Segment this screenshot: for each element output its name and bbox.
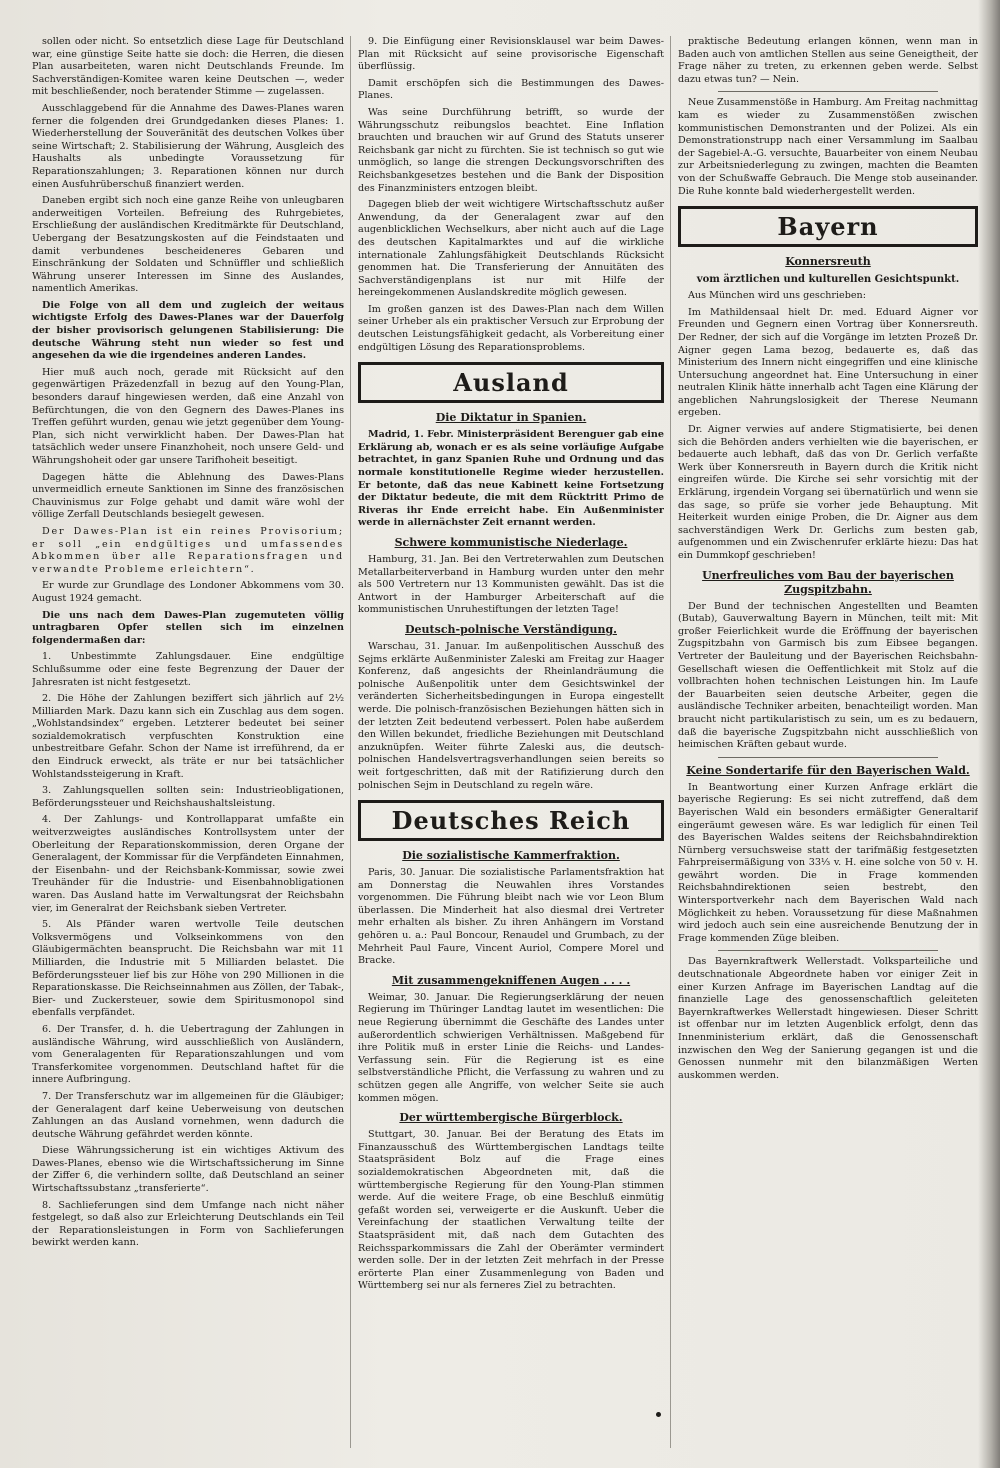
section-banner-bayern: Bayern bbox=[678, 206, 978, 247]
article-headline: Konnersreuth bbox=[785, 255, 871, 269]
paragraph: Diese Währungssicherung ist ein wichtiges Aktivum des Dawes-Planes, ebenso wie die Wirtschaftssicherung im Sinne der Ziffer 6, die verhindern sollte, daß Deutschland an seiner Wirtschaftssubstanz „transferierte“. bbox=[32, 1145, 344, 1195]
article-body: Dr. Aigner verwies auf andere Stigmatisierte, bei denen sich die Behörden anders verhielten wie die bayerischen, er bedauerte auch lebhaft, daß das von Dr. Gerlich verfaßte Werk über Konnersreuth in Bayern durch die Kritik nicht eingreifen würde. Die Kirche sei sehr vorsichtig mit der Erklärung, irgendein Vorgang sei übernatürlich und wenn sie das sage, so prüfe sie vorher jede Behauptung. Mit Heiterkeit wurden einige Proben, die Dr. Aigner aus dem sachverständigen Werk Dr. Gerlichs zum besten gab, aufgenommen und ein Zwischenrufer erklärte hiezu: Das hat ein Dummkopf geschrieben! bbox=[678, 424, 978, 561]
article-headline: Die Diktatur in Spanien. bbox=[435, 411, 587, 425]
article-headline: Der württembergische Bürgerblock. bbox=[399, 1111, 623, 1125]
paragraph: 8. Sachlieferungen sind dem Umfange nach nicht näher festgelegt, so daß also zur Erleichterung Deutschlands ein Teil der Reparationsleistungen in Form von Sachlieferungen bewirkt werden kann. bbox=[32, 1199, 344, 1249]
paragraph: Hier muß auch noch, gerade mit Rücksicht auf den gegenwärtigen Präzedenzfall in bezug auf den Young-Plan, besonders darauf hingewiesen werden, daß eine Anzahl von Befürchtungen, die von den Gegnern des Dawes-Planes ins Treffen geführt wurden, genau wie jetzt gegenüber dem Young-Plan, sich nicht verwirklicht haben. Der Dawes-Plan hat tatsächlich weder unsere Finanzhoheit, noch unsere Geld- und Währungshoheit oder gar unsere Tarifhoheit beseitigt. bbox=[32, 366, 344, 466]
article-body: Neue Zusammenstöße in Hamburg. Am Freitag nachmittag kam es wieder zu Zusammenstößen zwischen kommunistischen Demonstranten und der Polizei. Als ein Demonstrationstrupp nach einer Versammlung im Saalbau der Sagebiel-A.-G. versuchte, Bauarbeiter von einem Neubau zur Arbeitsniederlegung zu zwingen, machten die Beamten von der Schußwaffe Gebrauch. Die Menge stob auseinander. Die Ruhe konnte bald wiederhergestellt werden. bbox=[678, 97, 978, 197]
paragraph: Die uns nach dem Dawes-Plan zugemuteten völlig untragbaren Opfer stellen sich im einzelnen folgendermaßen dar: bbox=[32, 609, 344, 646]
column-rule bbox=[670, 36, 671, 1448]
paragraph: Damit erschöpfen sich die Bestimmungen des Dawes-Planes. bbox=[358, 77, 664, 102]
article-headline: Unerfreuliches vom Bau der bayerischen Zugspitzbahn. bbox=[702, 568, 954, 596]
column-right bbox=[678, 36, 978, 1448]
paragraph: 5. Als Pfänder waren wertvolle Teile deutschen Volksvermögens und Volkseinkommens von den Gläubigermächten beansprucht. Die Reichsbahn war mit 11 Milliarden, die Industrie mit 5 Milliarden belastet. Die Beförderungssteuer lief bis zur Höhe von 290 Millionen in die Reparationskasse. Die Reichseinnahmen aus Zöllen, der Tabak-, Bier- und Zuckersteuer, sowie dem Spiritusmonopol sind ebenfalls verpfändet. bbox=[32, 919, 344, 1019]
article-body: In Beantwortung einer Kurzen Anfrage erklärt die bayerische Regierung: Es sei nicht zutreffend, daß dem Bayerischen Wald ein besonders ermäßigter Generaltarif eingeräumt gewesen wäre. Es war lediglich für einen Teil des Bayerischen Waldes seitens der Reichsbahndirektion Nürnberg versuchsweise statt der tarifmäßig festgesetzten Fahrpreisermäßigung von 33⅓ v. H. eine solche von 50 v. H. gewährt worden. Die in Frage kommenden Reichsbahndirektionen seien bestrebt, den Wintersportverkehr nach dem Bayerischen Wald nach Möglichkeit zu heben. Voraussetzung für diese Maßnahmen wird jedoch auch sein eine ausreichende Benutzung der in Frage kommenden Züge bleiben. bbox=[678, 781, 978, 944]
paragraph: 1. Unbestimmte Zahlungsdauer. Eine endgültige Schlußsumme oder eine feste Begrenzung der Dauer der Jahresraten ist nicht festgesetzt. bbox=[32, 651, 344, 688]
ink-dot bbox=[656, 1412, 661, 1417]
article-body: Warschau, 31. Januar. Im außenpolitischen Ausschuß des Sejms erklärte Außenminister Zaleski am Freitag zur Haager Konferenz, daß angesichts der Rheinlandräumung die polnische Außenpolitik unter dem Gesichtswinkel der veränderten Sicherheitsbedingungen in Europa eingestellt werde. Die polnisch-französischen Beziehungen hätten sich in der letzten Zeit bedeutend verbessert. Polen habe außerdem den Willen bekundet, friedliche Beziehungen mit Deutschland anzuknüpfen. Weiter führte Zaleski aus, die deutsch-polnischen Handelsvertragsverhandlungen seien bereits so weit fortgeschritten, daß mit der Ratifizierung durch den polnischen Sejm in Deutschland zu regeln wäre. bbox=[358, 640, 664, 791]
article-body: Der Bund der technischen Angestellten und Beamten (Butab), Gauverwaltung Bayern in München, teilt mit: Mit großer Feierlichkeit wurde die Eröffnung der bayerischen Zugspitzbahn von Garmisch bis zum Eibsee begangen. Vertreter der Bauleitung und der Bayerischen Reichsbahn-Gesellschaft wiesen die Oeffentlichkeit mit Stolz auf die vollbrachten hohen technischen Leistungen hin. Im Laufe der Bauarbeiten seien deutsche Arbeiter, gegen die ausländische Techniker arbeiten, benachteiligt worden. Man braucht nicht partikularistisch zu sein, um es zu bedauern, daß die bayerische Zugspitzbahn nicht ausschließlich von heimischen Kräften gebaut wurde. bbox=[678, 600, 978, 751]
section-banner-ausland: Ausland bbox=[358, 362, 664, 403]
paragraph: Ausschlaggebend für die Annahme des Dawes-Planes waren ferner die folgenden drei Grundgedanken dieses Planes: 1. Wiederherstellung der Souveränität des deutschen Volkes über seine Wirtschaft; 2. Stabilisierung der Währung, Ausgleich des Haushalts als unbedingte Voraussetzung für Reparationszahlungen; 3. Reparationen können nur durch einen Ausfuhrüberschuß finanziert werden. bbox=[32, 102, 344, 190]
article-headline: Deutsch-polnische Verständigung. bbox=[405, 622, 617, 636]
article-headline: Die sozialistische Kammerfraktion. bbox=[402, 849, 620, 863]
divider bbox=[718, 950, 938, 951]
paragraph: Was seine Durchführung betrifft, so wurde der Währungsschutz reibungslos beachtet. Eine Inflation brauchten und brauchen wir auf Grund des Statuts unserer Reichsbank gar nicht zu fürchten. Sie ist technisch so gut wie unmöglich, so lange die strengen Deckungsvorschriften des Reichsbankgesetzes bestehen und die Bank der Disposition des Finanzministers entzogen bleibt. bbox=[358, 106, 664, 194]
article-body: Aus München wird uns geschrieben: bbox=[688, 290, 866, 302]
article-body: Weimar, 30. Januar. Die Regierungserklärung der neuen Regierung im Thüringer Landtag lautet im wesentlichen: Die neue Regierung übernimmt die Geschäfte des Landes unter außerordentlich schwierigen Verhältnissen. Maßgebend für ihre Politik muß in erster Linie die Reichs- und Landes-Verfassung sein. Für die Regierung ist es eine selbstverständliche Pflicht, die Verfassung zu wahren und zu schützen gegen alle Angriffe, von welcher Seite sie auch kommen mögen. bbox=[358, 991, 664, 1104]
paragraph: 3. Zahlungsquellen sollten sein: Industrieobligationen, Beförderungssteuer und Reichshaushaltsleistung. bbox=[32, 785, 344, 809]
article-body: Paris, 30. Januar. Die sozialistische Parlamentsfraktion hat am Donnerstag die Neuwahlen ihres Vorstandes vorgenommen. Die Führung bleibt nach wie vor Leon Blum überlassen. Die Minderheit hat also diesmal drei Vertreter mehr erhalten als bisher. Zu ihren Anhängern im Vorstand gehören u. a.: Paul Boncour, Renaudel und Grumbach, zu der Mehrheit Paul Faure, Vincent Auriol, Compere Morel und Bracke. bbox=[358, 867, 664, 967]
page-edge-shadow bbox=[978, 0, 1000, 1468]
paragraph: praktische Bedeutung erlangen können, wenn man in Baden auch von amtlichen Stellen aus seine Geneigtheit, der Frage näher zu treten, zu erkennen geben werde. Selbst dazu etwas tun? — Nein. bbox=[678, 36, 978, 85]
paragraph: 6. Der Transfer, d. h. die Uebertragung der Zahlungen in ausländische Währung, wird ausschließlich von Ausländern, vom Generalagenten für Reparationszahlungen und vom Transferkomitee vorgenommen. Deutschland haftet für die innere Aufbringung. bbox=[32, 1023, 344, 1086]
paragraph: sollen oder nicht. So entsetzlich diese Lage für Deutschland war, eine günstige Seite hatte sie doch: die Herren, die diesen Plan ausarbeiteten, waren nicht Deutschlands Freunde. Im Sachverständigen-Komitee waren keine Deutschen —, weder mit beschließender, noch beratender Stimme — zugelassen. bbox=[32, 36, 344, 98]
paragraph: Im großen ganzen ist des Dawes-Plan nach dem Willen seiner Urheber als ein praktischer Versuch zur Erprobung der deutschen Leistungsfähigkeit gedacht, als Vorbereitung einer endgültigen Lösung des Reparationsproblems. bbox=[358, 303, 664, 353]
article-subheadline: vom ärztlichen und kulturellen Gesichtspunkt. bbox=[696, 274, 960, 286]
paragraph: 7. Der Transferschutz war im allgemeinen für die Gläubiger; der Generalagent darf keine Ueberweisung von deutschen Zahlungen an das Ausland vornehmen, wenn dadurch die deutsche Währung gefährdet werden könnte. bbox=[32, 1090, 344, 1140]
paragraph: Daneben ergibt sich noch eine ganze Reihe von unleugbaren anderweitigen Vorteilen. Befreiung des Ruhrgebietes, Erschließung der ausländischen Kreditmärkte für Deutschland, Uebergang der Besatzungskosten auf die Feindstaaten und damit verbundenes bescheideneres Gebaren und Einschränkung der Soldaten und Schnüffler und schließlich Währung unserer Interessen im Sinne des Auslandes, namentlich Amerikas. bbox=[32, 195, 344, 295]
article-headline: Keine Sondertarife für den Bayerischen Wald. bbox=[686, 763, 970, 777]
paragraph: Dagegen blieb der weit wichtigere Wirtschaftsschutz außer Anwendung, da der Generalagent zwar auf den augenblicklichen Wechselkurs, aber nicht auch auf die Lage des deutschen Kapitalmarktes und auf die wirkliche internationale Zahlungsfähigkeit Deutschlands Rücksicht genommen hat. Die Transferierung der Annuitäten des Sachverständigenplans ist nur mit Hilfe der hereingekommenen Auslandskredite möglich gewesen. bbox=[358, 199, 664, 299]
column-rule bbox=[350, 36, 351, 1448]
article-body: Stuttgart, 30. Januar. Bei der Beratung des Etats im Finanzausschuß des Württembergischen Landtags teilte Staatspräsident Bolz auf die Frage eines sozialdemokratischen Abgeordneten mit, daß die württembergische Regierung für den Young-Plan stimmen werde. Auf die weitere Frage, ob eine Beschluß einmütig gefaßt worden sei, verweigerte er die Auskunft. Ueber die Vereinfachung der staatlichen Verwaltung teilte der Staatspräsident mit, daß nach dem Gutachten des Reichssparkommissars die Zahl der Oberämter vermindert werden solle. Der in der letzten Zeit mehrfach in der Presse erörterte Plan einer Zusammenlegung von Baden und Württemberg sei nur als ferneres Ziel zu betrachten. bbox=[358, 1129, 664, 1292]
paragraph: Er wurde zur Grundlage des Londoner Abkommens vom 30. August 1924 gemacht. bbox=[32, 580, 344, 604]
article-body: Madrid, 1. Febr. Ministerpräsident Berenguer gab eine Erklärung ab, wonach er es als seine vorläufige Aufgabe betrachtet, in ganz Spanien Ruhe und Ordnung und das normale konstitutionelle Regime wieder herzustellen. Er betonte, daß das neue Kabinett keine Fortsetzung der Diktatur bedeute, die mit dem Rücktritt Primo de Riveras ihr Ende erreicht habe. Ein Außenminister werde in allernächster Zeit ernannt werden. bbox=[358, 429, 664, 529]
paragraph: 9. Die Einfügung einer Revisionsklausel war beim Dawes-Plan mit Rücksicht auf seine provisorische Eigenschaft überflüssig. bbox=[358, 36, 664, 73]
divider bbox=[718, 91, 938, 92]
article-body: Hamburg, 31. Jan. Bei den Vertreterwahlen zum Deutschen Metallarbeiterverband in Hamburg wurden unter den mehr als 500 Vertretern nur 13 Kommunisten gewählt. Das ist die Antwort in der Hamburger Arbeiterschaft auf die kommunistischen Unruhestiftungen der letzten Tage! bbox=[358, 554, 664, 616]
article-headline: Schwere kommunistische Niederlage. bbox=[394, 536, 628, 549]
divider bbox=[718, 757, 938, 758]
paragraph: 4. Der Zahlungs- und Kontrollapparat umfaßte ein weitverzweigtes ausländisches Kontrollsystem unter der Oberleitung der Reparationskommission, deren Organe der Generalagent, der Kommissar für die Verpfändeten Einnahmen, der Eisenbahn- und der Reichsbank-Kommissar, sowie zwei Treuhänder für die Industrie- und Eisenbahnobligationen waren. Das Ausland hatte im Verwaltungsrat der Reichsbahn vier, im Generalrat der Reichsbank sieben Vertreter. bbox=[32, 814, 344, 914]
article-headline: Mit zusammengekniffenen Augen . . . . bbox=[391, 973, 631, 987]
paragraph: Die Folge von all dem und zugleich der weitaus wichtigste Erfolg des Dawes-Planes war der Dauerfolg der bisher provisorisch gelungenen Stabilisierung: Die deutsche Währung steht nun wieder so fest und angesehen da wie die irgendeines anderen Landes. bbox=[32, 299, 344, 362]
article-body: Im Mathildensaal hielt Dr. med. Eduard Aigner vor Freunden und Gegnern einen Vortrag über Konnersreuth. Der Redner, der sich auf die Vorgänge im letzten Prozeß Dr. Aigner gegen Lama bezog, bedauerte es, daß das Ministerium des Innern nicht eingegriffen und eine klinische Untersuchung angeordnet hat. Eine Untersuchung in einer neutralen Klinik hätte innerhalb acht Tagen eine Klärung der angeblichen Nahrungslosigkeit der Therese Neumann ergeben. bbox=[678, 306, 978, 419]
section-banner-deutsches-reich: Deutsches Reich bbox=[358, 800, 664, 841]
column-left bbox=[32, 36, 344, 1448]
paragraph: 2. Die Höhe der Zahlungen beziffert sich jährlich auf 2½ Milliarden Mark. Dazu kann sich ein Zuschlag aus dem sogen. „Wohlstandsindex“ ergeben. Letzterer bedeutet bei seiner sozialdemokratisch verpfuschten Konstruktion eine unbestreitbare Gefahr. Schon der Name ist irreführend, da er den Eindruck erweckt, als träte er nur bei tatsächlicher Wohlstandssteigerung in Kraft. bbox=[32, 693, 344, 780]
paragraph: Dagegen hätte die Ablehnung des Dawes-Plans unvermeidlich erneute Sanktionen im Sinne des französischen Chauvinismus zur Folge gehabt und damit wäre wohl der völlige Zerfall Deutschlands besiegelt gewesen. bbox=[32, 471, 344, 521]
paragraph: Der Dawes-Plan ist ein reines Provisorium; er soll „ein endgültiges und umfassendes Abkommen über alle Reparationsfragen und verwandte Probleme erleichtern“. bbox=[32, 525, 344, 575]
column-middle bbox=[358, 36, 664, 1448]
article-body: Das Bayernkraftwerk Wellerstadt. Volksparteiliche und deutschnationale Abgeordnete haben vor einiger Zeit in einer Kurzen Anfrage im Bayerischen Landtag auf die finanzielle Lage des genossenschaftlich geleiteten Bayernkraftwerkes Wellerstadt hingewiesen. Dieser Schritt ist offenbar nur im letzten Augenblick erfolgt, denn das Innenministerium erklärt, daß die Genossenschaft inzwischen den Weg der Sanierung gegangen ist und die Genossen nunmehr mit den bilanzmäßigen Werten auskommen werden. bbox=[678, 956, 978, 1081]
